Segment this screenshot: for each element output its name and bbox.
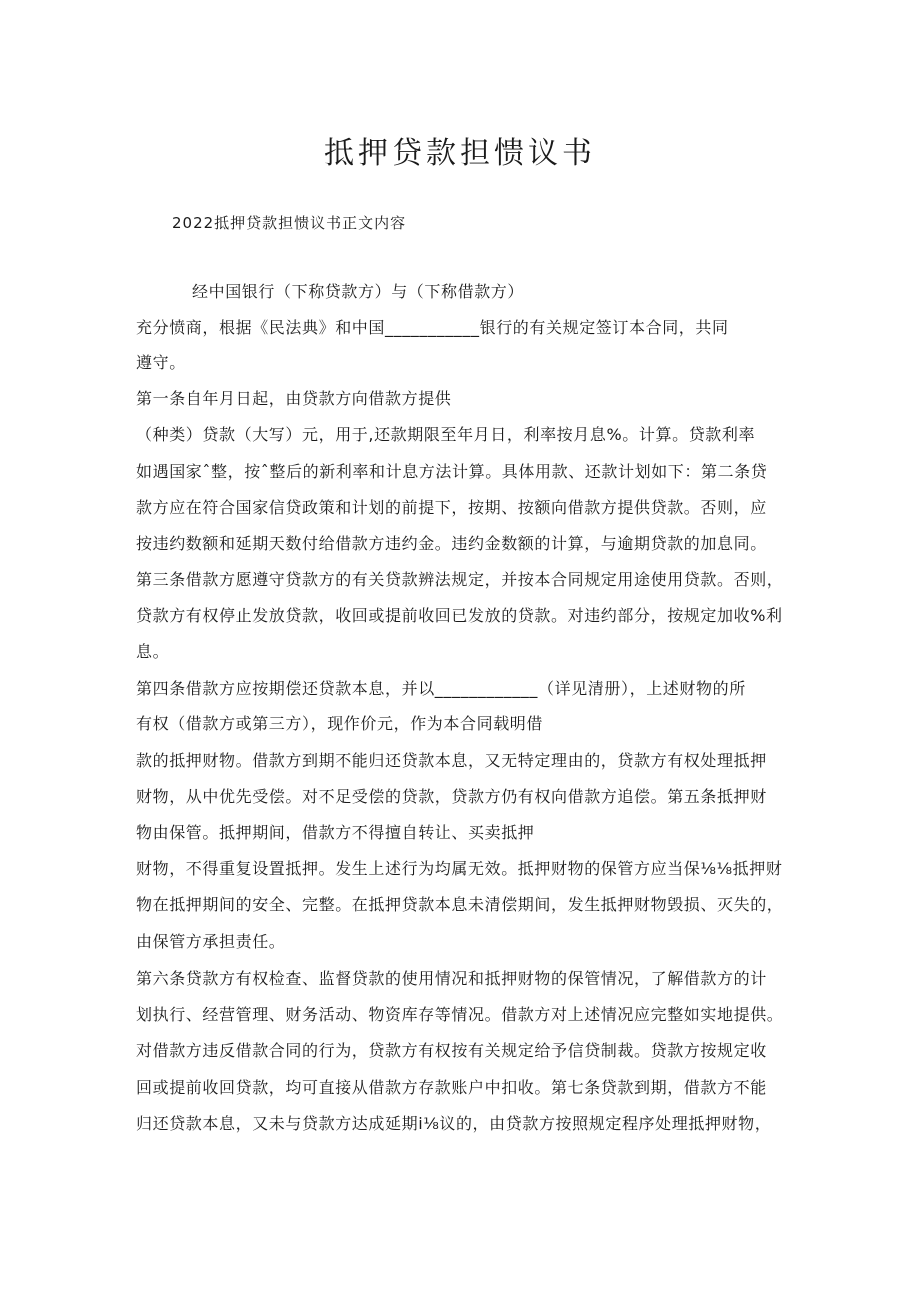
paragraph-line: 遵守。	[136, 353, 186, 372]
paragraph-line: （种类）贷款（大写）元，用于,还款期限至年月日，利率按月息%。计算。贷款利率	[136, 425, 756, 444]
paragraph-line: 归还贷款本息，又未与贷款方达成延期i⅛议的，由贷款方按照规定程序处理抵押财物，	[136, 1114, 772, 1133]
paragraph-line: 第三条借款方愿遵守贷款方的有关贷款辨法规定，并按本合同规定用途使用贷款。否则，	[136, 570, 784, 589]
paragraph-line: 财物，不得重复设置抵押。发生上述行为均属无效。抵押财物的保管方应当保⅛⅛抵押财	[136, 859, 783, 878]
paragraph-line: 第一条自年月日起，由贷款方向借款方提供	[136, 389, 452, 408]
paragraph-line: 对借款方违反借款合同的行为，贷款方有权按有关规定给予信贷制裁。贷款方按规定收	[136, 1041, 767, 1060]
paragraph-line: 物在抵押期间的安全、完整。在抵押贷款本息未清偿期间，发生抵押财物毁损、灭失的，	[136, 895, 784, 914]
paragraph-line: 贷款方有权停止发放贷款，收回或提前收回已发放的贷款。对违约部分，按规定加收%利	[136, 606, 783, 625]
paragraph-line: 款方应在符合国家信贷政策和计划的前提下，按期、按额向借款方提供贷款。否则，应	[136, 498, 767, 517]
paragraph-line: 息。	[136, 642, 170, 661]
paragraph-line: 由保管方承担责任。	[136, 932, 286, 951]
paragraph-line: 财物，从中优先受偿。对不足受偿的贷款，贷款方仍有权向借款方追偿。第五条抵押财	[136, 787, 767, 806]
paragraph-line: 回或提前收回贷款，均可直接从借款方存款账户中扣收。第七条贷款到期，借款方不能	[136, 1078, 767, 1097]
paragraph-line: 有权（借款方或第三方），现作价元，作为本合同载明借	[136, 714, 544, 733]
paragraph-line: 充分愤商，根据《民法典》和中国___________银行的有关规定签订本合同，共同	[136, 318, 729, 337]
paragraph-line: 划执行、经营管理、财务活动、物资库存等情况。借款方对上述情况应完整如实地提供。	[136, 1005, 784, 1024]
document-title: 抵押贷款担愦议书	[324, 136, 596, 171]
paragraph-line: 经中国银行（下称贷款方）与（下称借款方）	[192, 282, 525, 301]
paragraph-line: 物由保管。抵押期间，借款方不得擅自转让、买卖抵押	[136, 823, 535, 842]
paragraph-line: 款的抵押财物。借款方到期不能归还贷款本息，又无特定理由的，贷款方有权处理抵押	[136, 751, 767, 770]
paragraph-line: 第四条借款方应按期偿还贷款本息，并以____________（详见清册），上述财物的所	[136, 679, 746, 698]
paragraph-line: 按违约数额和延期天数付给借款方违约金。违约金数额的计算，与逾期贷款的加息同。	[136, 534, 767, 553]
document-subtitle: 2022抵押贷款担愦议书正文内容	[172, 214, 407, 232]
paragraph-line: 如遇国家ˆ整，按ˆ整后的新利率和计息方法计算。具体用款、还款计划如下：第二条贷	[136, 462, 768, 481]
paragraph-line: 第六条贷款方有权检查、监督贷款的使用情况和抵押财物的保管情况，了解借款方的计	[136, 969, 767, 988]
